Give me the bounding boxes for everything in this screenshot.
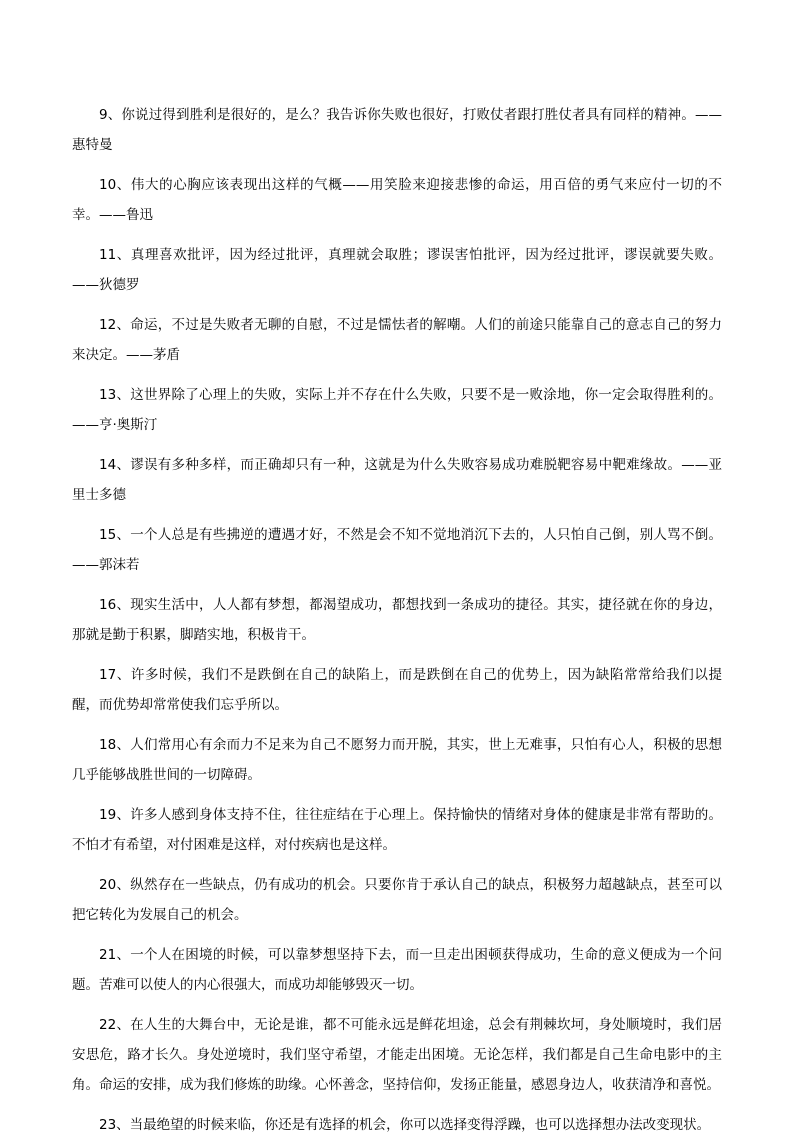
quote-11: 11、真理喜欢批评，因为经过批评，真理就会取胜；谬误害怕批评，因为经过批评，谬误就要失败。——狄德罗 xyxy=(72,247,722,293)
quote-23: 23、当最绝望的时候来临，你还是有选择的机会，你可以选择变得浮躁，也可以选择想办法改变现状。 xyxy=(99,1117,711,1133)
quote-15: 15、一个人总是有些拂逆的遭遇才好，不然是会不知不觉地消沉下去的，人只怕自己倒，别人骂不倒。——郭沫若 xyxy=(72,527,722,573)
quote-20: 20、纵然存在一些缺点，仍有成功的机会。只要你肯于承认自己的缺点，积极努力超越缺点，甚至可以把它转化为发展自己的机会。 xyxy=(72,877,722,923)
quote-14: 14、谬误有多种多样，而正确却只有一种，这就是为什么失败容易成功难脱靶容易中靶难缘故。——亚里士多德 xyxy=(72,457,722,503)
quote-9: 9、你说过得到胜利是很好的，是么？我告诉你失败也很好，打败仗者跟打胜仗者具有同样的精神。——惠特曼 xyxy=(72,107,722,153)
quote-19: 19、许多人感到身体支持不住，往往症结在于心理上。保持愉快的情绪对身体的健康是非常有帮助的。不怕才有希望，对付困难是这样，对付疾病也是这样。 xyxy=(72,807,722,853)
quote-17: 17、许多时候，我们不是跌倒在自己的缺陷上，而是跌倒在自己的优势上，因为缺陷常常给我们以提醒，而优势却常常使我们忘乎所以。 xyxy=(72,667,722,713)
quote-10: 10、伟大的心胸应该表现出这样的气概——用笑脸来迎接悲惨的命运，用百倍的勇气来应付一切的不幸。——鲁迅 xyxy=(72,177,722,223)
quote-22: 22、在人生的大舞台中，无论是谁，都不可能永远是鲜花坦途，总会有荆棘坎坷，身处顺境时，我们居安思危，路才长久。身处逆境时，我们坚守希望，才能走出困境。无论怎样，我们都是自己生命电影中的主角。命运的安排，成为我们修炼的助缘。心怀善念，坚持信仰，发扬正能量，感恩身边人，收获清净和喜悦。 xyxy=(72,1017,722,1093)
quote-18: 18、人们常用心有余而力不足来为自己不愿努力而开脱，其实，世上无难事，只怕有心人，积极的思想几乎能够战胜世间的一切障碍。 xyxy=(72,737,722,783)
quote-16: 16、现实生活中，人人都有梦想，都渴望成功，都想找到一条成功的捷径。其实，捷径就在你的身边，那就是勤于积累，脚踏实地，积极肯干。 xyxy=(72,597,722,643)
quote-13: 13、这世界除了心理上的失败，实际上并不存在什么失败，只要不是一败涂地，你一定会取得胜利的。——亨·奥斯汀 xyxy=(72,387,722,433)
quote-21: 21、一个人在困境的时候，可以靠梦想坚持下去，而一旦走出困顿获得成功，生命的意义便成为一个问题。苦难可以使人的内心很强大，而成功却能够毁灭一切。 xyxy=(72,947,722,993)
quote-12: 12、命运，不过是失败者无聊的自慰，不过是懦怯者的解嘲。人们的前途只能靠自己的意志自己的努力来决定。——茅盾 xyxy=(72,317,722,363)
